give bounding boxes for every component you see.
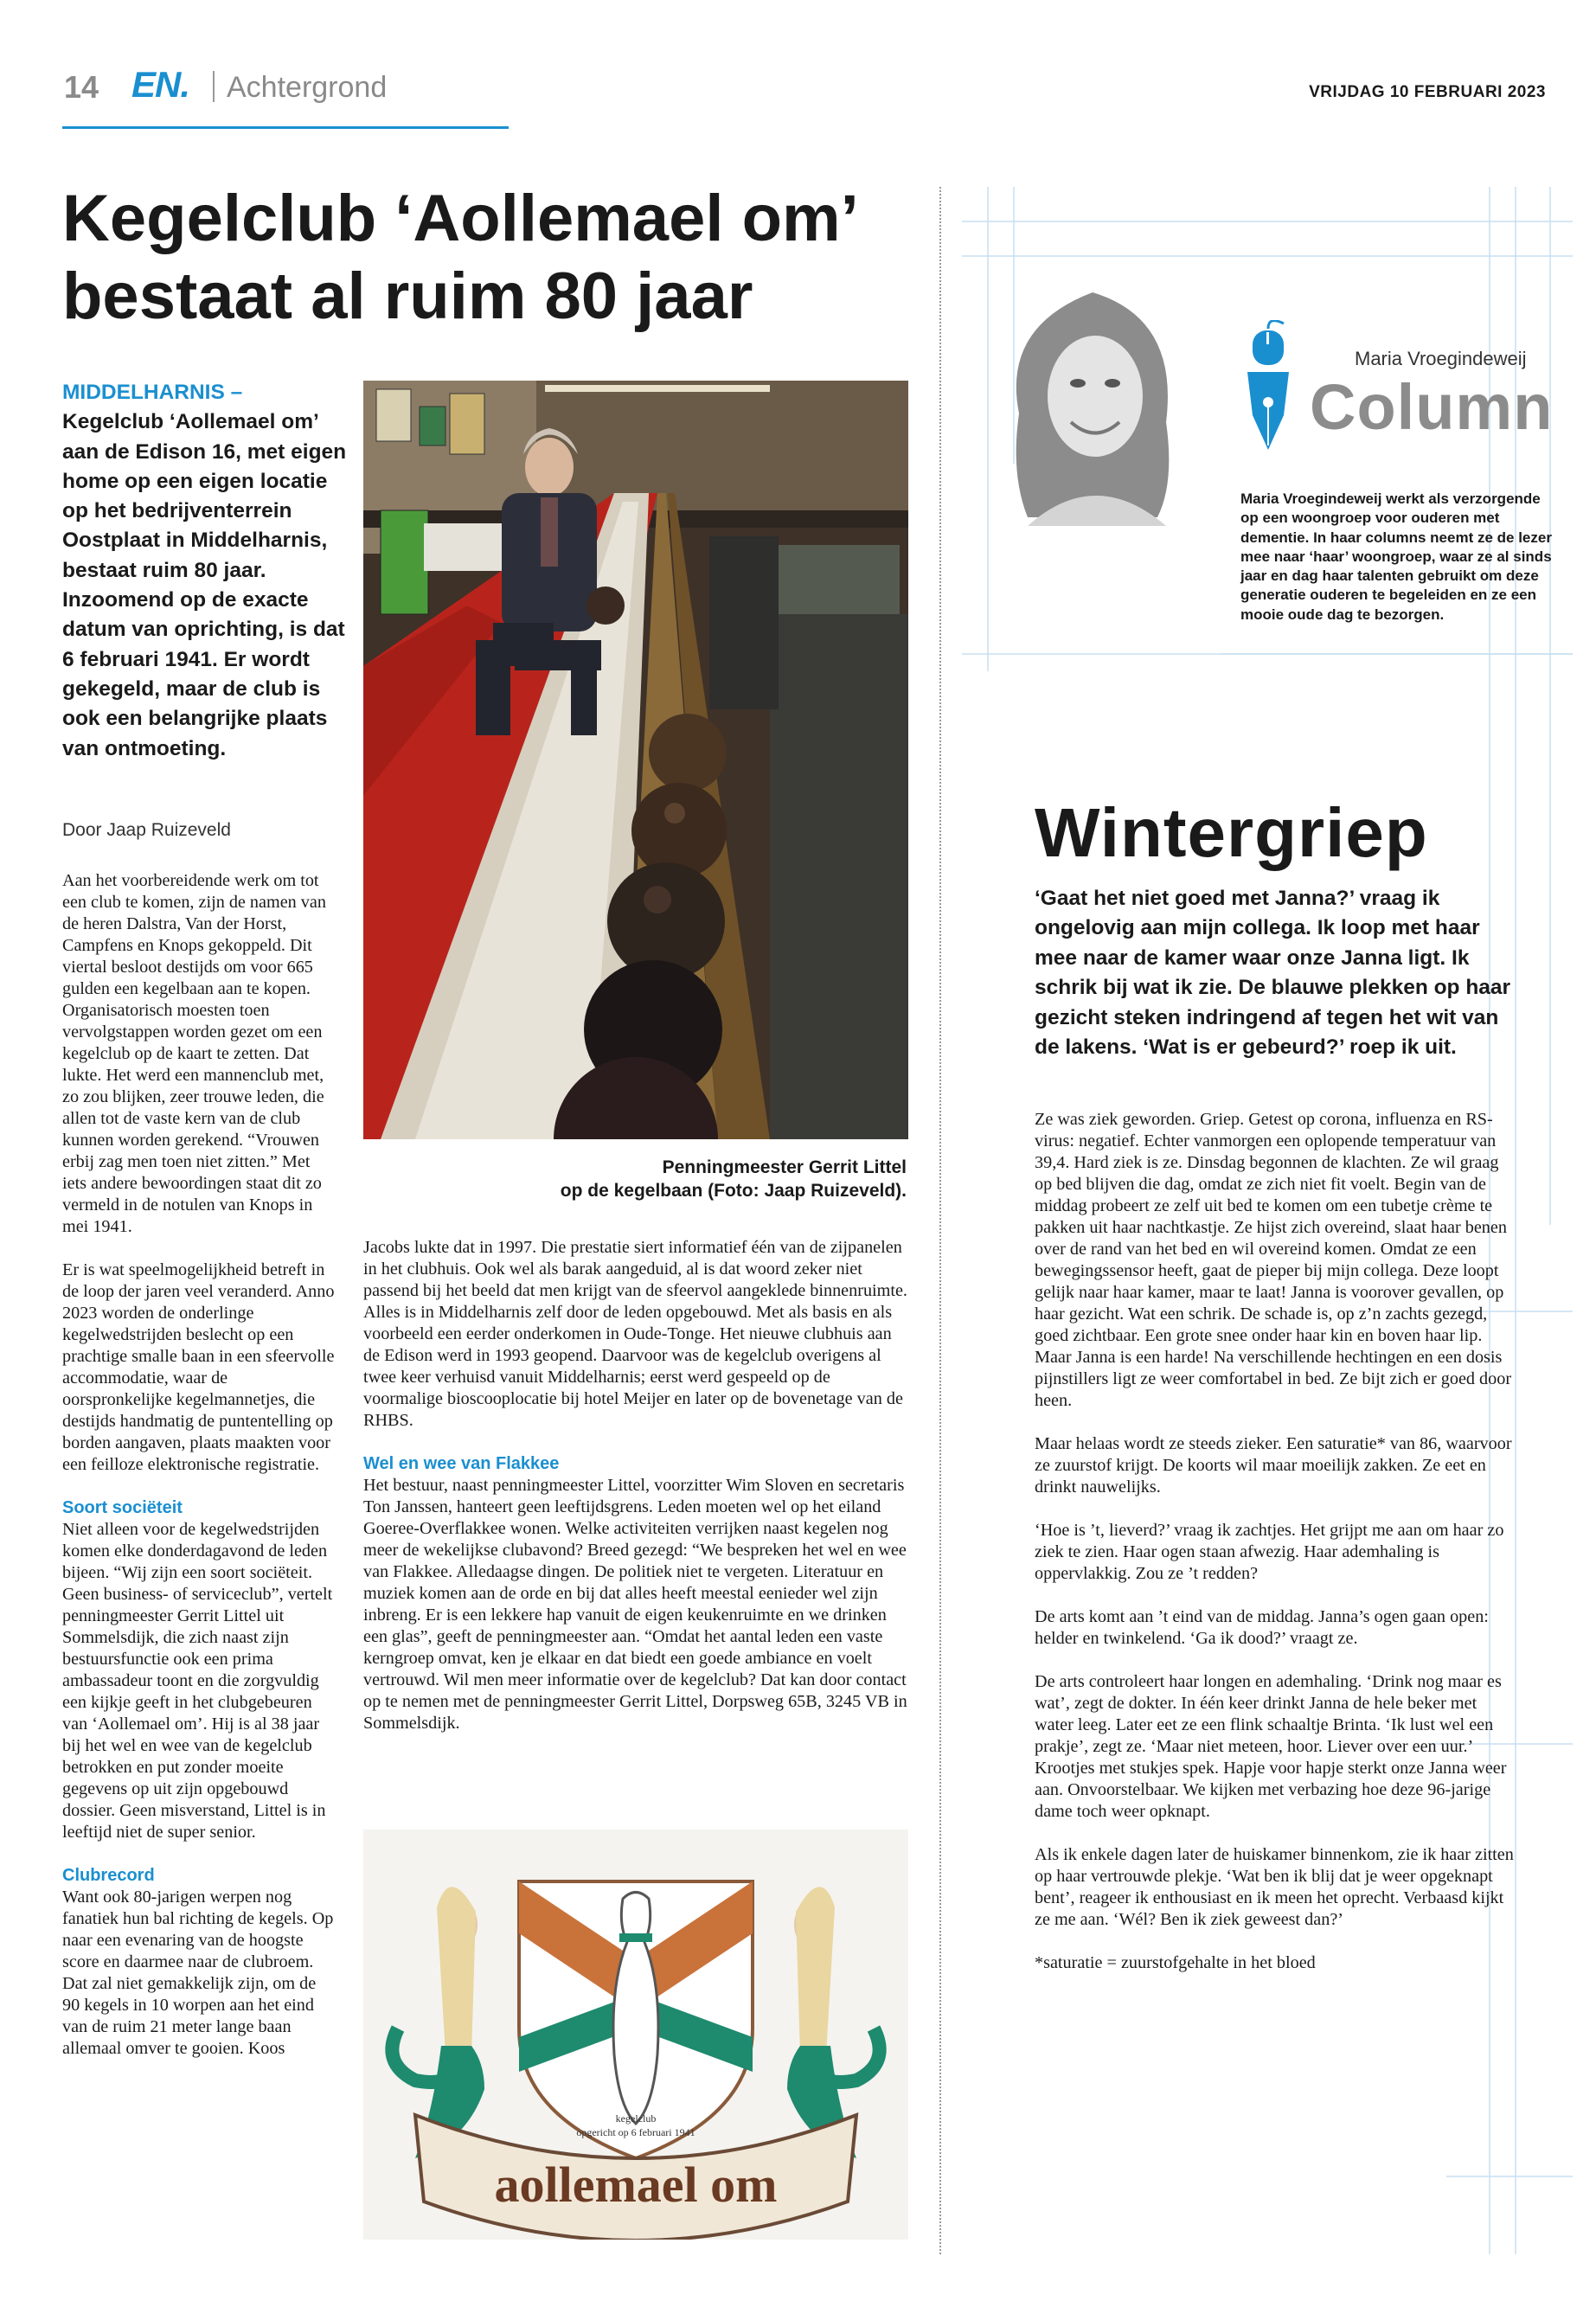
paragraph: Het bestuur, naast penningmeester Littel, voorzitter Wim Sloven en secretaris Ton Janssen, hanteert geen leeftijdsgrens. Leden moeten wel op het eiland Goeree-Overflakkee wonen. Welke activiteiten verrijken naast kegelen nog meer de wekelijkse clubavond? Breed gezegd: “We bespreken het wel en wee van Flakkee. Alledaagse dingen. De politiek niet te vergeten. Literatuur en muziek komen aan de orde en bij dat alles heeft meestal eenieder wel zijn inbreng. Er is een lekkere hap vanuit de eigen keukenruimte en we drinken een glas”, geeft de penningmeester aan. “Omdat het aantal leden een vaste kerngroep omvat, ken je elkaar en dat biedt een goede ambiance en voelt vertrouwd. Wil men meer informatie over de kegelclub? Dat kan door contact op te nemen met de penningmeester Gerrit Littel, Dorpsweg 65B, 3245 VB in Sommelsdijk.	[363, 1476, 907, 1733]
footnote: *saturatie = zuurstofgehalte in het bloed	[1035, 1953, 1316, 1972]
issue-date: VRIJDAG 10 FEBRUARI 2023	[1309, 83, 1546, 101]
page-number: 14	[64, 69, 99, 105]
paragraph: Niet alleen voor de kegelwedstrijden komen elke donderdagavond de leden bijeen. “Wij zijn een soort sociëteit. Geen business- of serviceclub”, vertelt penningmeester Gerrit Littel uit Sommelsdijk, die zich naast zijn bestuursfunctie ook een prima ambassadeur toont en die zorgvuldig een kijkje geeft in het clubgebeuren van ‘Aollemael om’. Hij is al 38 jaar bij het wel en wee van de kegelclub betrokken en put zonder moeite gegevens op uit zijn opgebouwd dossier. Geen misverstand, Littel is in leeftijd niet de super senior.	[62, 1520, 333, 1842]
header-divider	[213, 71, 215, 102]
paragraph: ‘Hoe is ’t, lieverd?’ vraag ik zachtjes. Het grijpt me aan om haar zo ziek te zien. Haar ogen staan afwezig. Haar ademhaling is oppervlakkig. Zou ze ’t redden?	[1035, 1521, 1504, 1583]
paragraph: Ze was ziek geworden. Griep. Getest op corona, influenza en RS-virus: negatief. Echter vanmorgen een oplopende temperatuur van 39,4. Hard ziek is ze. Dinsdag begonnen de klachten. Ze wil graag op bed blijven die dag, omdat ze zich niet fit voelt. Begin van de middag probeert ze zelf uit bed te komen om een tubetje crème te pakken uit haar nachtkastje. Ze hijst zich overeind, slaat haar benen over de rand van het bed en wil overeind komen. Omdat ze een bewegingssensor heeft, gaat de pieper bij mijn collega. Deze loopt gelijk naar haar kamer, maar te laat! Janna is voorover gevallen, op haar gezicht. Wat een schrik. De schade is, op z’n zachts gezegd, goed zichtbaar. Een grote snee onder haar kin en boven haar lip. Maar Janna is een harde! Na verschillende hechtingen en een dosis pijnstillers ligt ze weer comfortabel in bed. Ze bijt zich er goed door heen.	[1035, 1110, 1512, 1410]
dateline: MIDDELHARNIS –	[62, 381, 243, 404]
subheading: Clubrecord	[62, 1866, 155, 1885]
byline: Door Jaap Ruizeveld	[62, 820, 231, 840]
headline-line-1: Kegelclub ‘Aollemael om’	[62, 182, 859, 255]
article-lead	[62, 378, 348, 764]
paragraph: Aan het voorbereidende werk om tot een club te komen, zijn de namen van de heren Dalstra, Van der Horst, Campfens en Knops gekoppeld. Dit viertal besloot destijds om voor 665 gulden een kegelbaan aan te kopen. Organisatorisch moesten toen vervolgstappen worden gezet om een kegelclub op de kaart te zetten. Dat lukte. Het werd een mannenclub met, zo zou blijken, zeer trouwe leden, die allen tot de vaste kern van de club kunnen worden gerekend. “Vrouwen erbij zag men toen niet zitten.” Met iets andere bewoordingen staat dit zo vermeld in de notulen van Knops in mei 1941.	[62, 871, 326, 1236]
header-rule	[62, 126, 509, 129]
caption-line-2: op de kegelbaan (Foto: Jaap Ruizeveld).	[560, 1181, 907, 1201]
column-body	[1035, 1109, 1519, 1996]
paragraph: Jacobs lukte dat in 1997. Die prestatie siert informatief één van de zijpanelen in het clubhuis. Ook wel als barak aangeduid, al is dat woord zeker niet passend bij het beeld dat men krijgt van de sfeervol aangeklede binnenruimte. Alles is in Middelharnis zelf door de leden opgebouwd. Met als basis en als voorbeeld een eerder onderkomen in Oude-Tonge. Het nieuwe clubhuis aan de Edison werd in 1993 geopend. Daarvoor was de kegelclub overigens al twee keer verhuisd vanuit Middelharnis; eerst werd gespeeld op de voormalige bioscooplocatie bij hotel Meijer en later op de bovenetage van de RHBS.	[363, 1238, 907, 1430]
crest-small-text-1: kegelclub	[615, 2112, 657, 2125]
author-portrait	[993, 275, 1192, 526]
club-crest-image	[363, 1830, 908, 2240]
newspaper-logo: EN.	[131, 64, 190, 105]
paragraph: Maar helaas wordt ze steeds zieker. Een saturatie* van 86, waarvoor ze zuurstof krijgt. De koorts wil maar moeilijk zakken. Ze eet en drinkt nauwelijks.	[1035, 1434, 1512, 1497]
column-label: Column	[1310, 371, 1554, 443]
headline-line-2: bestaat al ruim 80 jaar	[62, 260, 753, 333]
photo-caption	[363, 1156, 907, 1202]
paragraph: De arts komt aan ’t eind van de middag. Janna’s ogen gaan open: helder en twinkelend. ‘Ga ik dood?’ vraagt ze.	[1035, 1607, 1489, 1648]
fountain-pen-mouse-icon	[1234, 320, 1303, 458]
lead-text: Kegelclub ‘Aollemael om’ aan de Edison 16, met eigen home op een eigen locatie op het bedrijventerrein Oostplaat in Middelharnis, bestaat ruim 80 jaar. Inzoomend op de exacte datum van oprichting, is dat 6 februari 1941. Er wordt gekegeld, maar de club is ook een belangrijke plaats van ontmoeting.	[62, 410, 347, 760]
subheading: Wel en wee van Flakkee	[363, 1454, 560, 1473]
bowling-lane-photo	[363, 381, 908, 1139]
article-headline	[62, 180, 927, 336]
paragraph: Er is wat speelmogelijkheid betreft in de loop der jaren veel veranderd. Anno 2023 worden de onderlinge kegelwedstrijden beslecht op een prachtige smalle baan in een sfeervolle accommodatie, waar de oorspronkelijke kegelmannetjes, die destijds handmatig de puntentelling op borden aangaven, plaats maakten voor een feilloze elektronische registratie.	[62, 1260, 335, 1474]
caption-line-1: Penningmeester Gerrit Littel	[662, 1157, 907, 1177]
author-bio: Maria Vroegindeweij werkt als verzorgende op een woongroep voor ouderen met dementie. In haar columns neemt ze de lezer mee naar ‘haar’ woongroep, waar ze al sinds jaar en dag haar talenten gebruikt om deze generatie ouderen te begeleiden en ze een mooie oude dag te bezorgen.	[1240, 490, 1552, 623]
section-label: Achtergrond	[227, 71, 388, 104]
crest-banner-text: aollemael om	[494, 2157, 778, 2213]
column-title: Wintergriep	[1035, 794, 1428, 871]
paragraph: Als ik enkele dagen later de huiskamer binnenkom, zie ik haar zitten op haar vertrouwde plekje. ‘Wat ben ik blij dat je weer opgeknapt bent’, reageer ik enthousiast en ik meen het oprecht. Verbaasd kijkt ze me aan. ‘Wél? Ben ik ziek geweest dan?’	[1035, 1845, 1514, 1929]
column-divider	[939, 187, 941, 2254]
column-author: Maria Vroegindeweij	[1355, 348, 1527, 369]
subheading: Soort sociëteit	[62, 1498, 183, 1517]
article-column-2	[363, 1237, 908, 1756]
paragraph: Want ook 80-jarigen werpen nog fanatiek hun bal richting de kegels. Op naar een evenaring van de hoogste score en daarmee naar de clubroem. Dat zal niet gemakkelijk zijn, om de 90 kegels in 10 worpen aan het eind van de ruim 21 meter lange baan allemaal omver te gooien. Koos	[62, 1888, 334, 2058]
crest-small-text-2: opgericht op 6 februari 1941	[576, 2126, 695, 2138]
paragraph: De arts controleert haar longen en ademhaling. ‘Drink nog maar es wat’, zegt de dokter. In één keer drinkt Janna de hele beker met water leeg. Later eet ze een flink schaaltje Brinta. ‘Ik lust wel een prakje’, zegt ze. ‘Maar niet meteen, hoor. Liever over een uur.’ Krootjes met stukjes spek. Hapje voor hapje sterkt onze Janna weer aan. Onvoorstelbaar. We kijken met verbazing hoe deze 96-jarige dame toch weer opknapt.	[1035, 1672, 1507, 1821]
article-column-1	[62, 870, 336, 2081]
column-lead: ‘Gaat het niet goed met Janna?’ vraag ik ongelovig aan mijn collega. Ik loop met haar mee naar de kamer waar onze Janna ligt. Ik schrik bij wat ik zie. De blauwe plekken op haar gezicht steken indringend af tegen het wit van de lakens. ‘Wat is er gebeurd?’ roep ik uit.	[1035, 887, 1511, 1060]
